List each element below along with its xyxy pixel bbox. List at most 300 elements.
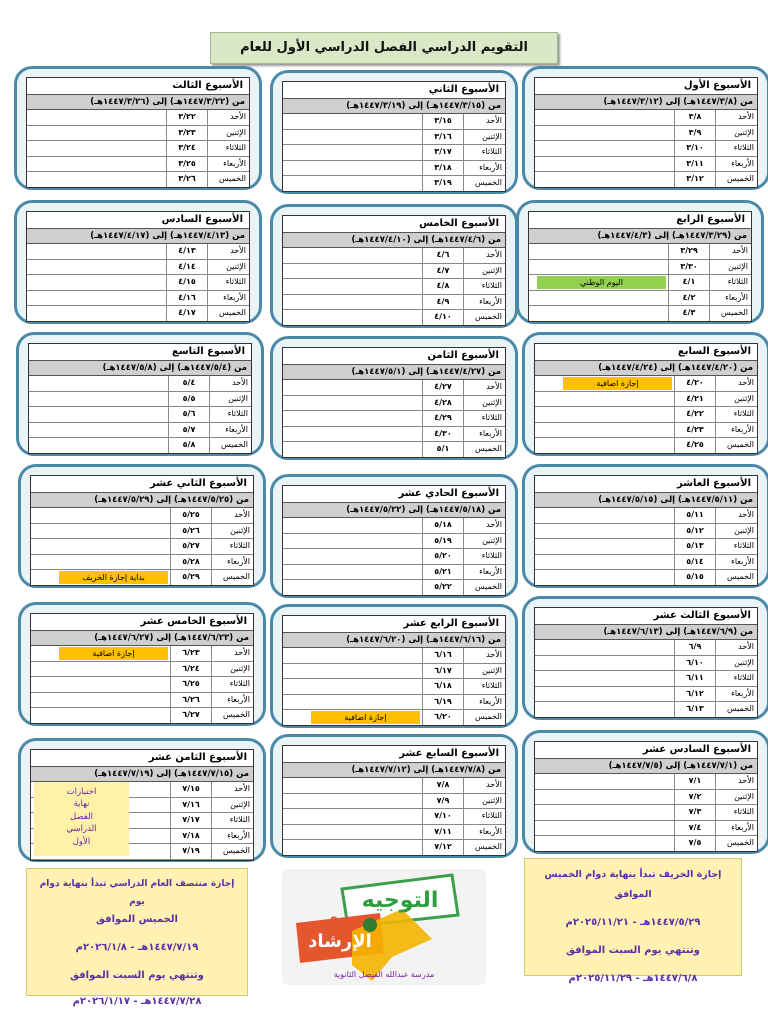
day-name: الإثنين <box>209 392 251 407</box>
day-date: ٧/١٩ <box>170 844 211 859</box>
week-table <box>282 347 506 458</box>
day-name: الإثنين <box>715 524 757 539</box>
day-note <box>529 306 668 321</box>
week-card-fourteenth <box>270 604 518 728</box>
week-card-eighteenth <box>18 738 266 862</box>
day-date: ٥/١٩ <box>422 534 463 549</box>
autumn-line4: ١٤٤٧/٦/٨هـ - ٢٠٢٥/١١/٢٩م <box>568 973 698 984</box>
day-date: ٧/١٠ <box>422 809 463 824</box>
day-name: الثلاثاء <box>211 677 253 692</box>
day-row-monday <box>29 392 251 408</box>
midyear-line2: الخميس الموافق <box>96 914 178 925</box>
autumn-holiday-note <box>524 858 742 984</box>
day-name: الخميس <box>211 708 253 723</box>
day-date: ٦/٢٧ <box>170 708 211 723</box>
day-row-thursday <box>535 836 757 851</box>
day-name: الأحد <box>207 244 249 259</box>
guidance-logo <box>282 869 486 985</box>
week-range: من (١٤٤٧/٤/٢٠هـ) إلى (١٤٤٧/٤/٢٤هـ) <box>535 361 757 376</box>
day-note <box>27 306 166 321</box>
day-row-sunday <box>283 114 505 130</box>
day-row-wednesday <box>283 295 505 311</box>
day-name: الخميس <box>211 844 253 859</box>
day-name: الخميس <box>709 306 751 321</box>
exam-note <box>34 782 129 856</box>
week-name: الأسبوع العاشر <box>535 476 757 493</box>
day-name: الإثنين <box>463 534 505 549</box>
day-row-sunday <box>283 518 505 534</box>
day-row-tuesday <box>535 805 757 821</box>
day-note <box>283 825 422 840</box>
day-date: ٧/١٧ <box>170 813 211 828</box>
week-table <box>282 215 506 326</box>
day-date: ٤/١٤ <box>166 260 207 275</box>
week-range: من (١٤٤٧/٣/٢٩هـ) إلى (١٤٤٧/٤/٣هـ) <box>529 229 751 244</box>
day-date: ٣/٢٥ <box>166 157 207 172</box>
day-note <box>283 794 422 809</box>
week-range: من (١٤٤٧/٣/٨هـ) إلى (١٤٤٧/٣/١٢هـ) <box>535 95 757 110</box>
day-date: ٤/٢٧ <box>422 380 463 395</box>
day-note <box>535 126 674 141</box>
day-note <box>535 790 674 805</box>
day-note <box>535 508 674 523</box>
day-name: الأربعاء <box>715 687 757 702</box>
day-row-tuesday <box>31 539 253 555</box>
logo-subtitle: مدرسة عبدالله الفيصل الثانوية <box>333 970 435 979</box>
day-name: الأحد <box>463 114 505 129</box>
day-note <box>529 291 668 306</box>
day-date: ٣/١٠ <box>674 141 715 156</box>
day-date: ٤/٣٠ <box>422 427 463 442</box>
day-row-wednesday <box>283 695 505 711</box>
day-date: ٧/٩ <box>422 794 463 809</box>
day-note <box>283 279 422 294</box>
day-name: الأحد <box>463 648 505 663</box>
day-row-monday <box>283 794 505 810</box>
midyear-line4: وتنتهي يوم السبت الموافق <box>70 970 204 981</box>
day-name: الخميس <box>463 710 505 725</box>
day-row-sunday <box>29 376 251 392</box>
day-row-thursday <box>535 702 757 717</box>
day-row-monday <box>283 396 505 412</box>
day-name: الأربعاء <box>207 157 249 172</box>
day-note <box>29 423 168 438</box>
week-card-twelfth <box>18 464 266 588</box>
day-row-thursday <box>283 580 505 595</box>
week-table <box>534 343 758 454</box>
day-note <box>529 244 668 259</box>
day-note <box>535 524 674 539</box>
day-row-monday <box>27 260 249 276</box>
week-days <box>27 244 249 321</box>
day-name: الخميس <box>209 438 251 453</box>
day-name: الخميس <box>715 438 757 453</box>
day-row-wednesday <box>535 687 757 703</box>
week-days <box>283 248 505 325</box>
day-note <box>535 640 674 655</box>
day-name: الخميس <box>211 570 253 585</box>
day-date: ٤/٢٣ <box>674 423 715 438</box>
day-date: ٣/١٦ <box>422 130 463 145</box>
day-date: ٦/١٠ <box>674 656 715 671</box>
day-row-wednesday <box>27 157 249 173</box>
day-date: ٥/١٥ <box>674 570 715 585</box>
day-name: الإثنين <box>715 656 757 671</box>
week-range: من (١٤٤٧/٥/١٨هـ) إلى (١٤٤٧/٥/٢٢هـ) <box>283 503 505 518</box>
week-table <box>282 745 506 856</box>
week-range: من (١٤٤٧/٧/٨هـ) إلى (١٤٤٧/٧/١٢هـ) <box>283 763 505 778</box>
day-note <box>31 677 170 692</box>
week-name: الأسبوع السابع <box>535 344 757 361</box>
day-row-monday <box>283 534 505 550</box>
day-name: الإثنين <box>715 126 757 141</box>
day-name: الإثنين <box>463 794 505 809</box>
day-note: إجازة اضافية <box>563 377 672 390</box>
day-date: ٥/١٨ <box>422 518 463 533</box>
day-name: الإثنين <box>463 664 505 679</box>
day-date: ٥/٨ <box>168 438 209 453</box>
day-name: الإثنين <box>211 798 253 813</box>
day-note <box>31 555 170 570</box>
day-note <box>535 407 674 422</box>
day-note <box>283 161 422 176</box>
day-date: ٤/١٥ <box>166 275 207 290</box>
day-note <box>283 778 422 793</box>
week-card-tenth <box>522 464 768 588</box>
day-row-sunday <box>283 648 505 664</box>
day-name: الأربعاء <box>463 427 505 442</box>
week-card-ninth <box>16 332 264 456</box>
day-name: الخميس <box>463 840 505 855</box>
day-date: ٦/١٩ <box>422 695 463 710</box>
day-note <box>27 141 166 156</box>
day-row-wednesday <box>535 821 757 837</box>
day-date: ٣/٩ <box>674 126 715 141</box>
day-date: ٣/١٥ <box>422 114 463 129</box>
day-row-thursday <box>31 570 253 585</box>
day-name: الثلاثاء <box>715 671 757 686</box>
week-card-seventeenth <box>270 734 518 858</box>
week-days <box>535 774 757 851</box>
day-date: ٦/١٦ <box>422 648 463 663</box>
day-date: ٤/١٠ <box>422 310 463 325</box>
week-name: الأسبوع الثامن <box>283 348 505 365</box>
day-row-sunday <box>283 248 505 264</box>
day-date: ٤/٢٩ <box>422 411 463 426</box>
day-date: ٥/٢٢ <box>422 580 463 595</box>
day-note <box>27 157 166 172</box>
day-row-tuesday <box>283 411 505 427</box>
day-date: ٤/١٣ <box>166 244 207 259</box>
day-row-monday <box>31 524 253 540</box>
day-note <box>535 821 674 836</box>
day-row-wednesday <box>283 565 505 581</box>
day-row-sunday <box>535 508 757 524</box>
day-date: ٦/٢٦ <box>170 693 211 708</box>
day-name: الخميس <box>715 570 757 585</box>
week-table <box>30 749 254 861</box>
day-row-thursday <box>535 570 757 585</box>
day-name: الإثنين <box>709 260 751 275</box>
week-days <box>529 244 751 321</box>
week-card-second <box>270 70 518 194</box>
week-range: من (١٤٤٧/٥/٤هـ) إلى (١٤٤٧/٥/٨هـ) <box>29 361 251 376</box>
week-card-sixth <box>14 200 262 324</box>
day-date: ٤/٢٥ <box>674 438 715 453</box>
day-date: ٤/٦ <box>422 248 463 263</box>
day-note <box>535 774 674 789</box>
day-note <box>283 114 422 129</box>
week-range: من (١٤٤٧/٤/٦هـ) إلى (١٤٤٧/٤/١٠هـ) <box>283 233 505 248</box>
day-name: الأربعاء <box>211 555 253 570</box>
day-date: ٦/٩ <box>674 640 715 655</box>
day-row-wednesday <box>29 423 251 439</box>
day-name: الأحد <box>207 110 249 125</box>
day-note <box>29 392 168 407</box>
week-days <box>31 782 253 860</box>
day-date: ٧/٥ <box>674 836 715 851</box>
day-date: ٤/٨ <box>422 279 463 294</box>
day-date: ٥/٤ <box>168 376 209 391</box>
day-note <box>283 295 422 310</box>
week-range: من (١٤٤٧/٦/١٦هـ) إلى (١٤٤٧/٦/٢٠هـ) <box>283 633 505 648</box>
day-row-monday <box>535 524 757 540</box>
week-range: من (١٤٤٧/٦/٩هـ) إلى (١٤٤٧/٦/١٣هـ) <box>535 625 757 640</box>
day-row-thursday <box>529 306 751 321</box>
day-name: الثلاثاء <box>209 407 251 422</box>
day-row-monday <box>283 264 505 280</box>
day-row-thursday <box>535 438 757 453</box>
day-name: الأربعاء <box>211 829 253 844</box>
day-note <box>283 664 422 679</box>
day-name: الإثنين <box>207 260 249 275</box>
day-date: ٧/٨ <box>422 778 463 793</box>
day-date: ٥/٢٧ <box>170 539 211 554</box>
day-date: ٧/١١ <box>422 825 463 840</box>
day-name: الثلاثاء <box>463 549 505 564</box>
day-date: ٥/٦ <box>168 407 209 422</box>
week-range: من (١٤٤٧/٦/٢٣هـ) إلى (١٤٤٧/٦/٢٧هـ) <box>31 631 253 646</box>
day-row-tuesday <box>283 549 505 565</box>
day-date: ٣/٢٦ <box>166 172 207 187</box>
week-card-seventh <box>522 332 768 456</box>
day-note <box>283 310 422 325</box>
day-date: ٥/٢٠ <box>422 549 463 564</box>
day-note <box>31 524 170 539</box>
week-range: من (١٤٤٧/٤/١٣هـ) إلى (١٤٤٧/٤/١٧هـ) <box>27 229 249 244</box>
day-note: إجازة اضافية <box>59 647 168 660</box>
day-date: ٤/٢٢ <box>674 407 715 422</box>
day-note <box>283 396 422 411</box>
day-row-sunday <box>27 110 249 126</box>
day-name: الأحد <box>211 646 253 661</box>
week-range: من (١٤٤٧/٥/٢٥هـ) إلى (١٤٤٧/٥/٢٩هـ) <box>31 493 253 508</box>
day-note <box>535 555 674 570</box>
day-date: ٥/٢٩ <box>170 570 211 585</box>
day-note <box>283 648 422 663</box>
day-row-wednesday <box>283 427 505 443</box>
midyear-holiday-note <box>26 868 248 1007</box>
day-name: الأربعاء <box>715 821 757 836</box>
day-name: الخميس <box>207 306 249 321</box>
day-row-thursday <box>29 438 251 453</box>
week-name: الأسبوع الثالث <box>27 78 249 95</box>
day-row-monday <box>31 662 253 678</box>
day-row-monday <box>27 126 249 142</box>
week-days <box>535 376 757 453</box>
day-date: ٤/٢١ <box>674 392 715 407</box>
day-row-sunday <box>535 640 757 656</box>
day-name: الإثنين <box>715 392 757 407</box>
day-note <box>283 176 422 191</box>
autumn-line1: إجازة الخريف تبدأ بنهاية دوام الخميس الموافق <box>544 869 722 900</box>
day-note <box>535 141 674 156</box>
day-note <box>535 539 674 554</box>
day-note <box>31 708 170 723</box>
day-name: الثلاثاء <box>207 141 249 156</box>
day-date: ٣/٢٤ <box>166 141 207 156</box>
logo-top-text: التوجيه <box>361 888 439 913</box>
day-name: الثلاثاء <box>463 679 505 694</box>
day-row-tuesday <box>535 671 757 687</box>
day-row-tuesday <box>283 679 505 695</box>
day-note <box>283 380 422 395</box>
day-name: الخميس <box>463 442 505 457</box>
day-name: الخميس <box>207 172 249 187</box>
week-days <box>283 114 505 191</box>
day-name: الإثنين <box>211 662 253 677</box>
day-note <box>535 805 674 820</box>
week-card-eleventh <box>270 474 518 598</box>
midyear-line3: ١٤٤٧/٧/١٩هـ - ٢٠٢٦/١/٨م <box>75 942 199 953</box>
day-note <box>283 427 422 442</box>
day-name: الأربعاء <box>463 565 505 580</box>
day-date: ٥/٢١ <box>422 565 463 580</box>
week-card-fifth <box>270 204 518 328</box>
day-date: ٤/٩ <box>422 295 463 310</box>
day-name: الإثنين <box>211 524 253 539</box>
day-date: ٥/٧ <box>168 423 209 438</box>
day-note <box>283 145 422 160</box>
day-date: ٤/٢٨ <box>422 396 463 411</box>
week-days <box>31 508 253 585</box>
day-row-wednesday <box>529 291 751 307</box>
week-table <box>30 475 254 586</box>
day-note <box>283 679 422 694</box>
day-note <box>31 693 170 708</box>
day-note <box>31 508 170 523</box>
day-date: ٣/١٢ <box>674 172 715 187</box>
day-note <box>283 809 422 824</box>
day-row-wednesday <box>535 555 757 571</box>
day-date: ٤/١٧ <box>166 306 207 321</box>
day-name: الأحد <box>709 244 751 259</box>
logo-bottom-text: الإرشاد <box>308 931 372 952</box>
day-name: الأربعاء <box>211 693 253 708</box>
day-note <box>27 110 166 125</box>
day-name: الخميس <box>715 702 757 717</box>
guidance-logo-art <box>282 869 486 985</box>
day-row-thursday <box>283 176 505 191</box>
day-note <box>27 260 166 275</box>
day-date: ٧/١٥ <box>170 782 211 797</box>
day-row-tuesday <box>535 407 757 423</box>
day-row-tuesday <box>27 275 249 291</box>
week-name: الأسبوع الخامس عشر <box>31 614 253 631</box>
week-table <box>282 81 506 192</box>
day-row-thursday <box>283 710 505 725</box>
day-row-tuesday <box>27 141 249 157</box>
day-date: ٥/٥ <box>168 392 209 407</box>
day-row-wednesday <box>27 291 249 307</box>
week-card-third <box>14 66 262 190</box>
day-row-monday <box>283 664 505 680</box>
day-date: ٣/٢٢ <box>166 110 207 125</box>
day-name: الأربعاء <box>715 157 757 172</box>
day-row-wednesday <box>283 161 505 177</box>
day-date: ٣/١٧ <box>422 145 463 160</box>
day-date: ٧/٣ <box>674 805 715 820</box>
day-name: الأربعاء <box>463 695 505 710</box>
week-name: الأسبوع الثاني عشر <box>31 476 253 493</box>
day-note <box>283 549 422 564</box>
day-note <box>29 407 168 422</box>
day-note <box>535 702 674 717</box>
exam-note-line: نهاية <box>73 799 90 810</box>
day-date: ٤/٣ <box>668 306 709 321</box>
day-note <box>535 423 674 438</box>
day-row-sunday <box>27 244 249 260</box>
day-name: الثلاثاء <box>715 141 757 156</box>
day-row-thursday <box>283 442 505 457</box>
day-date: ٥/١١ <box>674 508 715 523</box>
day-date: ٦/٢٣ <box>170 646 211 661</box>
day-date: ٤/٢٠ <box>674 376 715 391</box>
day-date: ٥/١ <box>422 442 463 457</box>
day-name: الأحد <box>211 782 253 797</box>
week-days <box>535 640 757 717</box>
week-table <box>28 343 252 454</box>
week-card-thirteenth <box>522 596 768 720</box>
week-days <box>283 778 505 855</box>
day-row-sunday <box>535 110 757 126</box>
exam-note-line: الدراسي <box>66 824 97 835</box>
week-range: من (١٤٤٧/٣/٢٢هـ) إلى (١٤٤٧/٣/٢٦هـ) <box>27 95 249 110</box>
day-name: الأحد <box>211 508 253 523</box>
day-row-wednesday <box>31 555 253 571</box>
day-row-monday <box>535 790 757 806</box>
week-name: الأسبوع التاسع <box>29 344 251 361</box>
day-row-monday <box>283 130 505 146</box>
day-name: الأربعاء <box>715 555 757 570</box>
day-name: الأربعاء <box>709 291 751 306</box>
week-card-fourth <box>516 200 764 324</box>
week-range: من (١٤٤٧/٤/٢٧هـ) إلى (١٤٤٧/٥/١هـ) <box>283 365 505 380</box>
day-name: الثلاثاء <box>715 805 757 820</box>
day-name: الإثنين <box>463 130 505 145</box>
day-date: ٤/١٦ <box>166 291 207 306</box>
day-name: الأحد <box>463 518 505 533</box>
day-name: الإثنين <box>463 264 505 279</box>
day-row-tuesday <box>29 407 251 423</box>
week-name: الأسبوع الخامس <box>283 216 505 233</box>
day-name: الأحد <box>463 248 505 263</box>
week-days <box>283 648 505 725</box>
day-note <box>535 157 674 172</box>
logo-connector: و <box>329 909 339 925</box>
day-date: ٥/٢٨ <box>170 555 211 570</box>
page-title: التقويم الدراسي الفصل الدراسي الأول للعام <box>210 32 558 64</box>
